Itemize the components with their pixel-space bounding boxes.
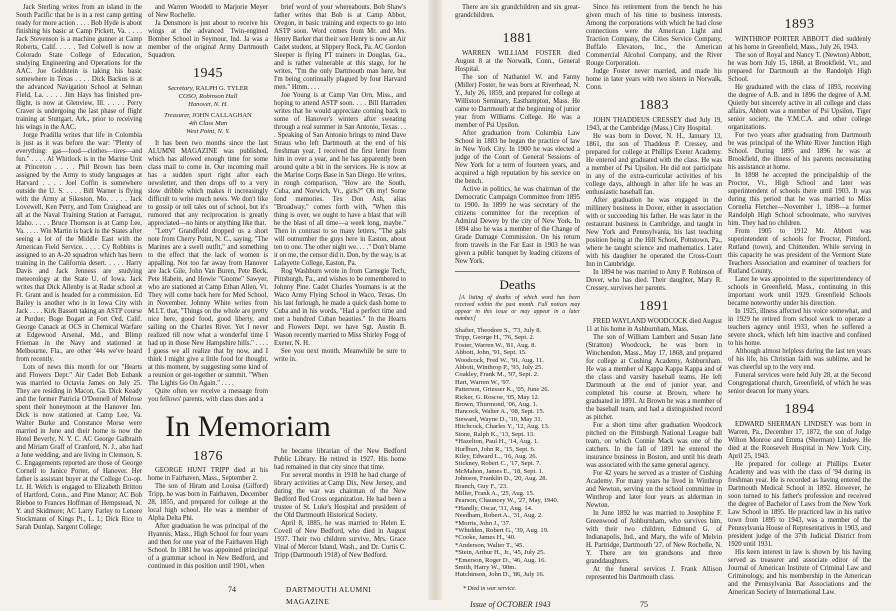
memoriam-row bbox=[148, 448, 406, 571]
paragraph: Lots of news this month for our "Hearts and Flowers Dept." Air Cadet Bob Eubank was married to Octavia James on July 25. They are residing in Macon, Ga. Dick Keady and the former Patricia O'Donnell of Melrose spent their honeymoon at the Hanover Inn. Dick is now stationed at Camp Lee, Va. Walter Burke and Constance Morse were married in June and their home is now the Hotel Beverly, N. Y. C. AC George Galbraith and Miriam Graff of Cranford, N. J., also had a June wedding, and are living in Clemson, S. C. Engagements reported are those of George Cornell to Janice Porter, of Hanover. Her father is assistant buyer at the College Co-op. Lt. H. Welch is engaged to Elizabeth Britton of Hartford, Conn., and Pine Manor; AC Bob Rieboe to Frances Hoffman of Hempstead, N. Y. and Skidmore; AC Larry Farley to Lenore Stockmann of Kings Pt., L. I.; Dick Rice to Sarah Dunlap, Sargent College; bbox=[16, 364, 142, 531]
left-column-1 bbox=[16, 4, 142, 532]
death-entry: Smith, Harry W., '00m. bbox=[455, 564, 517, 571]
paragraph: JOHN THADDEUS CRESSEY died July 19, 1943, at the Cambridge (Mass.) City Hospital. bbox=[586, 117, 722, 132]
paragraph: After graduation he was principal of the Hyannis, Mass., High School for four years and then for one year of the Fairhaven High School. In 1881 he was appointed principal of a grammar school in New Bedford, and continued in this position until 1901, when bbox=[148, 523, 268, 570]
paragraph: GEORGE HUNT TRIPP died at his home in Fairhaven, Mass., September 2. bbox=[148, 467, 268, 482]
left-page-right-block bbox=[148, 4, 406, 571]
class-year-heading: 1881 bbox=[502, 31, 533, 46]
paragraph: and Warren Woodell to Marjorie Meyer of New Rochelle. bbox=[148, 4, 268, 19]
paragraph: For a short time after graduation Woodcock pitched on the Pittsburgh National League ball team, on which Connie Mack was one of the catchers. In the fall of 1891 he entered the insurance business in Boston, and until his death was associated with the same general agency. bbox=[586, 422, 722, 469]
paragraph: Funeral services were held July 28, at the Second Congregational church, Greenfield, of which he was senior deacon for many years. bbox=[728, 372, 871, 395]
class-year-heading: 1893 bbox=[784, 17, 815, 32]
death-entry: Patterson, Griesser K., '05, June 26. bbox=[455, 386, 550, 394]
death-entry: *Morris, John J., '37. bbox=[455, 519, 511, 527]
class-year-heading: 1945 bbox=[193, 66, 223, 81]
death-entry: Coakley, Frank M., '97, Sept. 2. bbox=[455, 371, 539, 379]
paragraph: April 8, 1885, he was married to Helen E. Covell of New Bedford, who died in August 1937. Their two children survive, Mrs. Grace Vinal of Mercer Island, Wash., and Dr. Curtis C. Tripp (Dartmouth 1918) of New Bedford. bbox=[274, 520, 406, 559]
right-footer bbox=[455, 597, 871, 611]
paragraph: Quite often we receive a message from you fellows' parents, with class dues and a bbox=[148, 388, 268, 403]
death-entry: McMahon, James E., '18, Sept. 1. bbox=[455, 467, 544, 475]
paragraph: Since his retirement from the bench he has given much of his time to business interests. Among the corporations with which he had close connections were the American Light and Traction Company, the Cities Service Company, Buffalo Elevators, Inc., the American Commercial Alcohol Company, and the River Rouge Corporation. bbox=[586, 4, 722, 67]
paragraph: WINTHROP PORTER ABBOTT died suddenly at his home in Greenfield, Mass., July 26, 1943. bbox=[728, 36, 871, 51]
death-entry: Brown, Thurmond, '06, Aug. 1. bbox=[455, 401, 538, 409]
memoriam-column-3 bbox=[274, 448, 406, 560]
death-entry: Ricker, G. Roscoe, '05, May 12. bbox=[455, 393, 540, 401]
death-entry: Hancock, Walter A., '08, Sept. 15. bbox=[455, 408, 545, 416]
death-entry: *Cooke, James H., '40. bbox=[455, 534, 516, 542]
class-year-heading: 1883 bbox=[639, 98, 669, 113]
paragraph: Judge Foster never married, and made his home in later years with two sisters in Norwalk, Conn. bbox=[586, 68, 722, 91]
paragraph: In 1894 he was married to Amy P. Robinson of Dover, who has died. Their daughter, Mary R. Cressey, survives her parents. bbox=[586, 269, 722, 292]
treasurer-name: JOHN CALLAGHAN bbox=[192, 112, 252, 119]
death-entry: Stickney, Robert C., '17, Sept. 7. bbox=[455, 460, 541, 468]
paragraph: For two years after graduating from Dartmouth he was principal of the White River Junction High School. During 1895 and 1896 he was at Brookfield, the illness of his parents necessitating his assistance at home. bbox=[728, 132, 871, 171]
death-entry: Steward, Wayne D., '10, May 31. bbox=[455, 415, 543, 423]
deaths-box bbox=[455, 271, 580, 593]
death-entry: Kiley, Edward L., '16, Aug. 26. bbox=[455, 452, 538, 460]
paragraph: The son of William Lambert and Susan Jane (Stratton) Woodcock, he was born in Winchendon, Mass., May 17, 1868, and prepared for college at Cushing Academy, Ashburnham. He was a member of Kappa Kappa Kappa and of the class and varsity baseball teams. He left Dartmouth at the end of junior year, and completed his course at Brown, where he graduated in 1891. At Brown he was a member of the baseball team, and had a distinguished record as pitcher. bbox=[586, 334, 722, 421]
paragraph: he became librarian of the New Bedford Public Library. He retired in 1927. His home had remained in that city since that time. bbox=[274, 448, 406, 471]
left-footer bbox=[16, 582, 406, 606]
left-column-3 bbox=[274, 4, 406, 364]
death-entry: Miller, Frank A., '25, Aug. 15. bbox=[455, 489, 535, 497]
paragraph: He prepared for college at Phillips Exeter Academy and was with the class of '94 during its freshman year. He is recorded as having entered the Dartmouth Medical School in 1892. However, he soon turned to his father's profession and received the degree of Bachelor of Laws from the New York Law School in 1895. He practiced law in his native town from 1895 to 1943, was a member of the Pennsylvania House of Representatives in 1903, and president judge of the 37th Judicial District from 1920 until 1931. bbox=[728, 461, 871, 548]
paragraph: EDWARD SHERMAN LINDSEY was born in Warren, Pa., December 17, 1872, the son of Judge Wilton Monroe and Emma (Sherman) Lindsey. He died at the Roosevelt Hospital in New York City, April 25, 1943. bbox=[728, 421, 871, 460]
deaths-list bbox=[455, 327, 580, 579]
obituary-paragraphs bbox=[728, 421, 871, 597]
death-entry: Hutchinson, John D., '86, July 16. bbox=[455, 571, 545, 579]
paragraph: In 1925, illness affected his voice somewhat, and in 1929 he retired from school work to operate a teachers agency until 1933, when he suffered a severe shock, which left him inactive and confined to his home. bbox=[728, 308, 871, 347]
death-entry: Branch, Guy F., '23. bbox=[455, 482, 508, 490]
death-entry: Johnson, Franklin D., '20, Aug. 28. bbox=[455, 475, 548, 483]
death-entry: Hart, Warren W., '97. bbox=[455, 378, 511, 386]
deaths-note: [A listing of deaths of which word has been received within the past month. Full notices may appear in this issue or may appear in a later number.] bbox=[455, 295, 580, 322]
paragraph: Although almost helpless during the last ten years of his life, his Christian faith was sublime, and he was cheerful up to the very end. bbox=[728, 348, 871, 371]
class-notes-paragraphs bbox=[148, 4, 268, 60]
paragraph: Ja Densmore is just about to receive his wings at the advanced Twin-engined Bomber School in Seymour, Ind. Ja was a member of the original Army Dartmouth Squadron. bbox=[148, 20, 268, 59]
class-notes-paragraphs bbox=[274, 4, 406, 364]
death-entry: *Anderson, Walter T., '45. bbox=[455, 541, 524, 549]
class-notes-row bbox=[148, 4, 406, 404]
paragraph: In 1898 he accepted the principalship of the Proctor, Vt., High School and later was superintendent of schools there until 1903. It was during this period that he was married to Miss Cornelia Fletcher—November 1, 1898—a former Randolph High School schoolmate, who survives him. They had no children. bbox=[728, 172, 871, 227]
obituary-paragraphs bbox=[586, 117, 722, 293]
magazine-title: DARTMOUTH ALUMNI MAGAZINE bbox=[286, 585, 372, 606]
paragraph: It has been two months since the last ALUMNI MAGAZINE was published, which has allowed enough time for some class mail to come in. Our incoming mail has a sudden spurt right after each newsletter, and then drops off to a very slow dribble which makes it increasingly difficult to write much news. We don't like to gossip or tell tales out of school, but it's rumored that any reciprocation is greatly appreciated—no hints or anything like that. bbox=[148, 140, 268, 227]
death-entry: *Hazelton, Paul H., '14, Aug. 1. bbox=[455, 438, 539, 446]
death-entry: *Emerson, Roger D., '46, Aug. 16. bbox=[455, 556, 547, 564]
secretary-address: Hanover, N. H. bbox=[188, 101, 228, 108]
death-entry: Stone, Ralph K., '13, Sept. 13. bbox=[455, 430, 535, 438]
secretary-label: Secretary, bbox=[167, 85, 195, 92]
paragraph: For 42 years he served as a trustee of Cushing Academy. For many years he lived in Winthrop and Newton, serving on the school committee in Winthrop and later four years as alderman in Newton. bbox=[586, 470, 722, 509]
paragraph: In June 1892 he was married to Josephine F. Greenwood of Ashburnham, who survives him, with their two children, Edmund G. of Indianapolis, Ind., and Mary, the wife of Melvin H. Partridge, Dartmouth '27, of New Rochelle, N. Y. There are ten grandsons and three granddaughters. bbox=[586, 510, 722, 565]
death-entry: *Stein, Arthur H., Jr., '45, July 25. bbox=[455, 549, 546, 557]
deaths-footnote: * Died in war service. bbox=[463, 585, 517, 592]
right-page-columns bbox=[455, 4, 871, 597]
paragraph: "Letty" Grandfield dropped us a short note from Cherry Point, N. C., saying, "The Marines are a swell outfit," and something to the effect that the lack of women is appalling. Not too far away from Hanover are Jack Gile, John Van Buren, Pete Beck, Pete Habein, and Howie "Gnome" Sawyer, who are stationed at Camp Ethan Allen, Vt. They will come back here for Med School, in November. Johnny White writes from M.I.T. that, "Things on the whole are pretty nice here, good food, good liberty, and sailing on the Charles River. Yet I never realized till now what a wonderful time I had up in those New Hampshire hills." . . . . I guess we all realize that by now, and I think I might give a little food for thought, at this moment, by suggesting some kind of a reunion or get-together or summit. "When The Lights Go On Again." . . . . bbox=[148, 228, 268, 387]
paragraph: His keen interest in law is shown by his having served as treasurer and associate editor of the Journal of American Institute of Criminal Law and Criminology, and his membership in the American and the Pennsylvania Bar Associations and the American Society of International Law. bbox=[728, 549, 871, 596]
paragraph: Rog Washburn wrote in from Carnegie Tech, Pittsburgh, Pa., and wishes to be remembered to Johnny Pine. Cadet Charles Youmans is at the Waco Army Flying School in Waco, Texas. On his last furlough, he made a quick dash home to Cuba and in his words, "Had a perfect time and met a hundred Cuban beauties." In the Hearts and Flowers Dept. we have Sgt. Austin B. Wason recently married to Miss Shirley Fogg of Exeter, N. H. bbox=[274, 268, 406, 347]
obituary-paragraphs bbox=[586, 318, 722, 582]
paragraph: Joe Young is at Camp Van Orn, Miss., and hoping to attend ASTP soon. . . . Bill Harraden writes that he would appreciate coming back to some of Hanover's winters after sweating through a real summer in San Antonio, Texas. . . . Speaking of San Antonio brings to mind Dave Straus who left Dartmouth at the end of his freshman year. I received the first letter from him in over a year, and he has apparently been around quite a bit in the services. He is now at the Marine Corps Base in San Diego. He writes, in rough comparison, "How are the South, Cuba, and Norwich, Vt., girls?" Oh my! Some fond memories. Tex Don Ash, alias "Broadway," comes forth with, "When this thing is over, we ought to have a blast that will be the blast of all time—a week long, maybe." Then in contrast to so many letters, "The gals will outnumber the guys here in Easton, about ten to one. The other night we. . . ." Don't blame it on me, the censor did it. Don, by the way, is at Lafayette College, Easton, Pa. bbox=[274, 92, 406, 267]
death-entry: Foster, Warren W., '81, Aug. 8. bbox=[455, 341, 537, 349]
obituary-paragraphs bbox=[274, 448, 406, 560]
paragraph: The son of Nathaniel W. and Fanny (Miller) Foster, he was born at Riverhead, N. Y., July 26, 1859, and prepared for college at Williston Seminary, Easthampton, Mass. He came to Dartmouth at the beginning of junior year from Williams College. He was a member of Psi Upsilon. bbox=[455, 74, 580, 129]
left-column-2 bbox=[148, 4, 268, 404]
paragraph: The son of Royal and Nancy T. (Newton) Abbott, he was born July 15, 1868, at Brookfield, Vt., and prepared for Dartmouth at the Randolph High School. bbox=[728, 52, 871, 83]
paragraph: He graduated with the class of 1893, receiving the degree of A.B. and in 1896 the degree of A.M. Quietly but sincerely active in all college and class affairs, Abbott was a member of Psi Upsilon, Tiger senior society, the Y.M.C.A. and other college organizations. bbox=[728, 84, 871, 131]
death-entry: Tripp, George H., '76, Sept. 2. bbox=[455, 334, 535, 342]
left-page-columns bbox=[16, 4, 406, 582]
obituary-paragraphs bbox=[455, 50, 580, 266]
class-year-heading: 1894 bbox=[784, 402, 815, 417]
death-entry: Needham, Robert A., '31, Aug. 2. bbox=[455, 512, 543, 520]
death-entry: *Whidden, Robert G., '39, Aug. 19. bbox=[455, 526, 549, 534]
right-column-2 bbox=[586, 4, 722, 582]
obituary-paragraphs bbox=[586, 4, 722, 92]
death-entry: Shafter, Theodore S., '73, July 8. bbox=[455, 327, 542, 334]
death-entry: Pearson, Chauncey W., '27, May, 1940. bbox=[455, 497, 559, 505]
obituary-paragraphs bbox=[148, 467, 268, 571]
paragraph: From 1905 to 1912 Mr. Abbott was superintendent of schools for Proctor, Pittsford, Rutland (town), and Chittenden. While serving in this capacity he was president of the Vermont State Teachers Association and examiner of teachers for Rutland County. bbox=[728, 228, 871, 275]
paragraph: After graduation he was engaged in the millinery business in Dover, either in association with or succeeding his father. He was later in the restaurant business in Cambridge, and taught in New York and Pennsylvania, his last teaching position being at the Hill School, Pottstown, Pa., where he taught science and mathematics. Later with his daughter he operated the Cross-Court Inn in Cambridge. bbox=[586, 197, 722, 268]
treasurer-label: Treasurer, bbox=[164, 112, 191, 119]
treasurer-address: West Point, N. Y. bbox=[186, 128, 230, 135]
class-year-heading: 1876 bbox=[193, 449, 223, 464]
page-number-left: 74 bbox=[228, 585, 236, 594]
paragraph: Later he was appointed to the superintendency of schools in Greenfield, Mass., continuing in this important work until 1929. Greenfield Schools became noteworthy under his direction. bbox=[728, 276, 871, 307]
obituary-paragraphs bbox=[455, 4, 580, 20]
issue-date: Issue of OCTOBER 1943 bbox=[470, 600, 551, 609]
paragraph: Active in politics, he was chairman of the Democratic Campaign Committee from 1895 to 1900. In 1899 he was secretary of the citizens committee for the reception of Admiral Dewey by the city of New York. In 1894 also he was a member of the Change of Grade Damage Commission. On his return from travels in the Far East in 1903 he was given a public banquet by leading citizens of New York. bbox=[455, 186, 580, 265]
death-entry: Woodcock, Fred W., '91, Aug. 11. bbox=[455, 356, 544, 364]
paragraph: For several months in 1918 he had charge of library activities at Camp Dix, New Jersey, and during the war was chairman of the New Bedford Red Cross organization. He had been a trustee of St. Luke's Hospital and president of the Old Dartmouth Historical Society. bbox=[274, 472, 406, 519]
in-memoriam-heading: In Memoriam bbox=[165, 410, 331, 443]
secretary-address: COSO, Robinson Hall bbox=[178, 93, 238, 100]
paragraph: He was born in Dover, N. H., January 13, 1861, the son of Thaddeus P. Cressey, and prepared for college at Phillips Exeter Academy. He entered and graduated with the class. He was a member of Psi Upsilon. He did not participate in any of the extra-curricular activities of his college days, although in after life he was an enthusiastic baseball fan. bbox=[586, 133, 722, 196]
deaths-heading: Deaths bbox=[499, 277, 536, 292]
paragraph: Jack Sterling writes from an island in the South Pacific that he is in a rest camp getting ready for more action . . . . Bob Hyde is about finishing his basic at Camp Pickett, Va. . . . . Jack Stevenson is a machine gunner at Camp Roberts, Calif. . . . . Ted Colwell is now at Colorado State College of Education, studying Engineering and Operations for the AAC. Joe Goldstein is taking his basic somewhere in Texas . . . . Dick Backus is at the advanced Navigation School at Selman Field, La. . . . . Jim Hays has finished pre-flight, is now at Glenview, Ill. . . . . Perry Craver is undergoing the last phase of flight training at Stuttgart, Ark., prior to receiving his wings in the AAC. bbox=[16, 4, 142, 131]
page-gutter bbox=[428, 0, 442, 600]
paragraph: FRED WAYLAND WOODCOCK died August 11 at his home in Ashburnham, Mass. bbox=[586, 318, 722, 333]
left-page bbox=[16, 4, 406, 606]
paragraph: There are six grandchildren and six great-grandchildren. bbox=[455, 4, 580, 19]
obituary-paragraphs bbox=[728, 36, 871, 396]
memoriam-column-2 bbox=[148, 448, 268, 571]
right-column-3 bbox=[728, 4, 871, 597]
paragraph: See you next month. Meanwhile be sure to write in. bbox=[274, 348, 406, 363]
secretary-name: RALPH G. TYLER bbox=[195, 85, 249, 92]
treasurer-address: 4th Class Man bbox=[188, 120, 228, 127]
death-entry: *Handly, Oscar, '31, Aug. 14. bbox=[455, 504, 533, 512]
class-year-heading: 1891 bbox=[639, 299, 669, 314]
class-notes-paragraphs bbox=[16, 4, 142, 532]
right-page bbox=[455, 4, 871, 611]
class-notes-paragraphs bbox=[148, 140, 268, 404]
page-number-right: 75 bbox=[640, 600, 648, 609]
paragraph: brief word of your whereabouts. Bob Shaw's father writes that Bob is at Camp Abbot, Oregon, in basic training and expects to go into ASTP soon. Word comes from Mr. and Mrs. Henry Barker that their son Henry is now an Air Cadet student, at Slippery Rock, Pa. AC Gordon Sleeper is flying PT trainers in Douglas, Ga., and is rather vulnerable at this stage, for he writes, "I'm the only Dartmouth man here, but I'm being continually plagued by four Harvard men." Hmm. . . . bbox=[274, 4, 406, 91]
death-entry: Abbott, Winthrop P., '93, July 25. bbox=[455, 364, 543, 372]
death-entry: Abbott, John, '91, Sept. 15. bbox=[455, 349, 527, 357]
death-entry: Hurlburt, John R., '15, Sept. 6. bbox=[455, 445, 536, 453]
death-entry: Hitchcock, Charles Y., '12, Aug. 13. bbox=[455, 423, 550, 431]
paragraph: Jorge Pradilla writes that life in Colombia is just as it was before the war: "Plenty of everything: gas—food—clothes—tires—and fun." . . . . Al Whitlock is in the Marine Unit at Princeton . . . . Phil Brown has been assigned by the Army to study languages at Harvard . . . . Joel Coffin is somewhere outside the U. S. . . . . Bill Warner is flying with the Army at Sikeston, Mo. . . . . Jack Lovewell, Ken Perry, and Tom Craighead are all at the Naval Training Station at Farragut, Idaho. . . . . Bruce Thomson is at Camp Lee, Va. . . . . Win Martin is back in the States after seeing a lot of the Middle East with the American Field Service. . . . . Cy Robbins is assigned to an A-20 squadron which has been training in the California desert. . . . . Harry Davis and Jack Jenness are studying meteorology at the State U. of Iowa. Jack writes that Dick Allenby is at Radar school at Ft. Grant and is headed for a commission. Ed Bailey is another who is in Iowa City with Jack . . . . Kirk Bassett taking an ASTP course at Purdue; Boge Bogart at Fort Ord, Calif. George Canack at OCS in Chemical Warfare at Edgewood Arsenal, Md., and Blimp Frieman in the Navy and stationed at Melbourne, Fla., are other '44s we've heard from recently. bbox=[16, 132, 142, 363]
class-officers bbox=[148, 85, 268, 136]
paragraph: The son of Hiram and Louisa (Gifford) Tripp, he was born in Fairhaven, December 28, 1855, and prepared for college at the local high school. He was a member of Alpha Delta Phi. bbox=[148, 483, 268, 522]
paragraph: WARREN WILLIAM FOSTER died August 8 at the Norwalk, Conn., General Hospital. bbox=[455, 50, 580, 73]
paragraph: After graduation from Columbia Law School in 1883 he began the practice of law in New York City. In 1900 he was elected a judge of the Court of General Sessions of New York for a term of fourteen years, and acquired a high reputation by his service on the bench. bbox=[455, 130, 580, 185]
right-column-1 bbox=[455, 4, 580, 593]
paragraph: At the funeral services J. Frank Allison represented his Dartmouth class. bbox=[586, 566, 722, 581]
